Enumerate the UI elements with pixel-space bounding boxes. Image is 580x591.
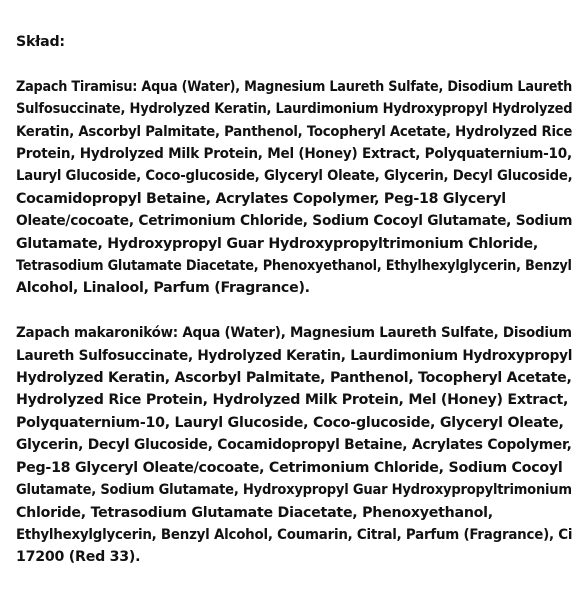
text-line: Glutamate, Sodium Glutamate, Hydroxypropyl Guar Hydroxypropyltrimonium — [16, 482, 572, 499]
text-line: Hydrolyzed Keratin, Ascorbyl Palmitate, Panthenol, Tocopheryl Acetate, — [16, 370, 572, 387]
text-line: Oleate/cocoate, Cetrimonium Chloride, Sodium Cocoyl Glutamate, Sodium — [16, 213, 573, 230]
text-line: Keratin, Ascorbyl Palmitate, Panthenol, Tocopheryl Acetate, Hydrolyzed Rice — [16, 123, 573, 140]
text-line: Ethylhexylglycerin, Benzyl Alcohol, Coumarin, Citral, Parfum (Fragrance), Ci — [16, 526, 573, 543]
macaron-ingredients-paragraph — [16, 322, 572, 568]
text-line: Laureth Sulfosuccinate, Hydrolyzed Keratin, Laurdimonium Hydroxypropyl — [16, 347, 573, 364]
text-line: Tetrasodium Glutamate Diacetate, Phenoxyethanol, Ethylhexylglycerin, Benzyl — [16, 258, 572, 275]
text-line: Cocamidopropyl Betaine, Acrylates Copolymer, Peg-18 Glyceryl — [16, 190, 506, 207]
text-line: Peg-18 Glyceryl Oleate/cocoate, Cetrimonium Chloride, Sodium Cocoyl — [16, 459, 563, 476]
text-line: Hydrolyzed Rice Protein, Hydrolyzed Milk Protein, Mel (Honey) Extract, — [16, 392, 569, 409]
text-line: Glutamate, Hydroxypropyl Guar Hydroxypropyltrimonium Chloride, — [16, 235, 539, 252]
text-line: Alcohol, Linalool, Parfum (Fragrance). — [16, 280, 310, 297]
text-line: Protein, Hydrolyzed Milk Protein, Mel (Honey) Extract, Polyquaternium-10, — [16, 146, 572, 163]
text-line: Chloride, Tetrasodium Glutamate Diacetate, Phenoxyethanol, — [16, 504, 493, 521]
text-line: Sulfosuccinate, Hydrolyzed Keratin, Laurdimonium Hydroxypropyl Hydrolyzed — [16, 101, 573, 118]
text-line: Lauryl Glucoside, Coco-glucoside, Glyceryl Oleate, Glycerin, Decyl Glucoside, — [16, 168, 573, 185]
text-line: Polyquaternium-10, Lauryl Glucoside, Coco-glucoside, Glyceryl Oleate, — [16, 414, 564, 431]
text-line: Glycerin, Decyl Glucoside, Cocamidopropyl Betaine, Acrylates Copolymer, — [16, 437, 572, 454]
text-line: 17200 (Red 33). — [16, 549, 141, 566]
text-line: Zapach Tiramisu: Aqua (Water), Magnesium Laureth Sulfate, Disodium Laureth — [16, 78, 573, 95]
text-line: Zapach makaroników: Aqua (Water), Magnesium Laureth Sulfate, Disodium — [16, 325, 572, 342]
tiramisu-ingredients-paragraph — [16, 76, 572, 300]
ingredients-heading: Skład: — [16, 34, 65, 50]
ingredients-document — [16, 31, 572, 591]
